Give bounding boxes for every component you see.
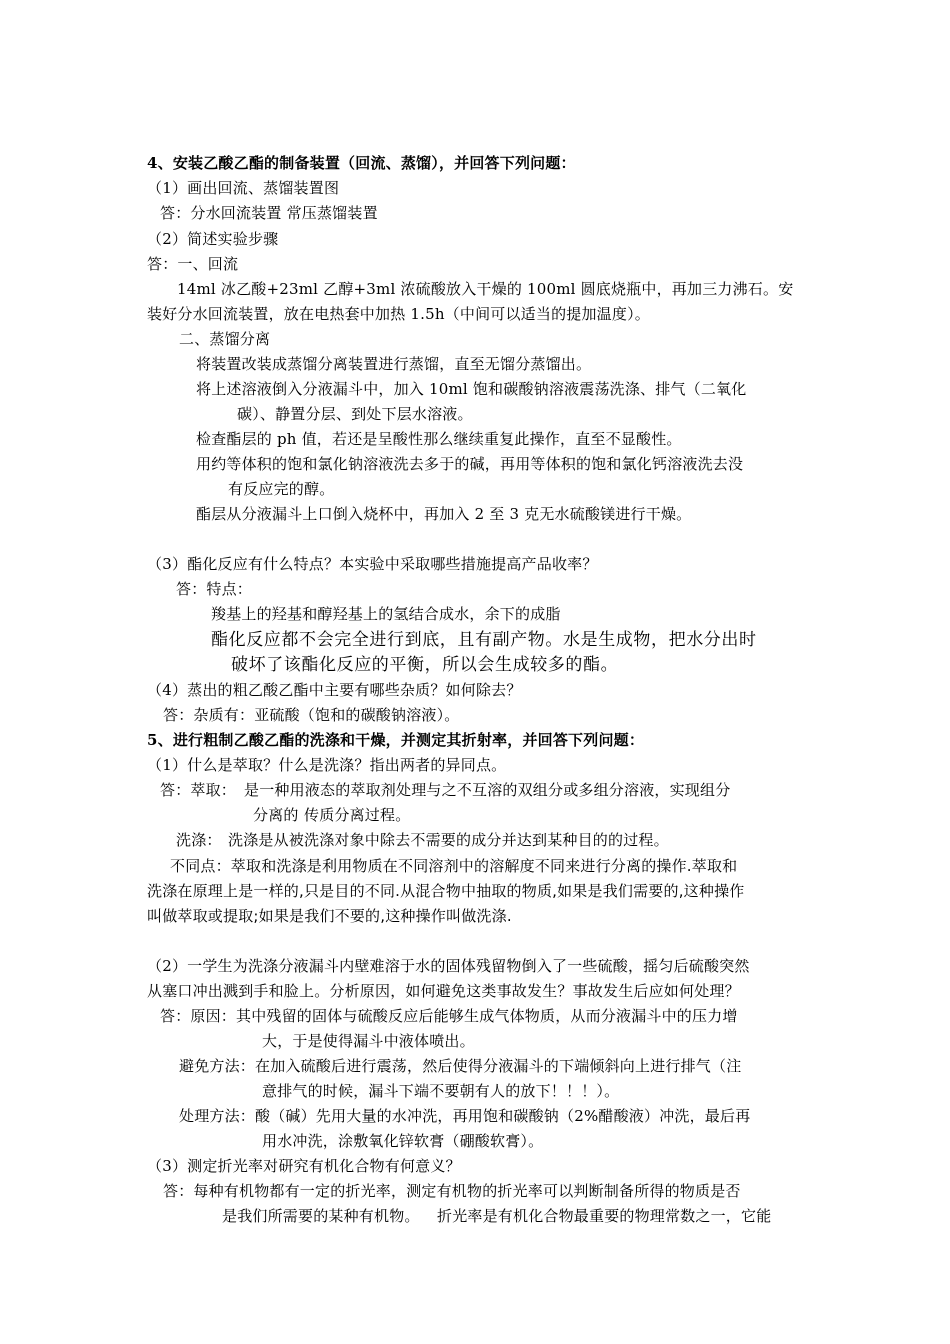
extraction-definition: 是一种用液态的萃取剂处理与之不互溶的双组分或多组分溶液，实现组分 — [244, 781, 731, 799]
distillation-step-cont: 碳）、静置分层、到处下层水溶液。 — [237, 405, 473, 423]
washing-label: 洗涤： — [176, 831, 222, 849]
extraction-definition: 分离的 — [253, 806, 299, 824]
answer-1: 答：分水回流装置 常压蒸馏装置 — [160, 204, 378, 222]
difference-line: 叫做萃取或提取;如果是我们不要的,这种操作叫做洗涤. — [147, 907, 512, 925]
heading-q5: 5、进行粗制乙酸乙酯的洗涤和干燥，并测定其折射率，并回答下列问题： — [147, 731, 645, 749]
washing-definition: 洗涤是从被洗涤对象中除去不需要的成分并达到某种目的的过程。 — [228, 831, 669, 849]
answer-5-2-avoid: 避免方法：在加入硫酸后进行震荡，然后使得分液漏斗的下端倾斜向上进行排气（注 — [179, 1057, 742, 1075]
answer-5-3-cont: 折光率是有机化合物最重要的物理常数之一，它能 — [437, 1207, 772, 1225]
distillation-step-cont: 有反应完的醇。 — [228, 480, 335, 498]
answer-2-reflux-heading: 答：一、回流 — [147, 255, 239, 273]
answer-5-2-cause: 答：原因：其中残留的固体与硫酸反应后能够生成气体物质，从而分液漏斗中的压力增 — [160, 1007, 738, 1025]
distillation-step: 用约等体积的饱和氯化钠溶液洗去多于的碱，再用等体积的饱和氯化钙溶液洗去没 — [196, 455, 744, 473]
answer-5-2-cause-cont: 大，于是使得漏斗中液体喷出。 — [262, 1032, 475, 1050]
question-5-2: 从塞口冲出溅到手和脸上。分析原因，如何避免这类事故发生？事故发生后应如何处理？ — [147, 982, 740, 1000]
extraction-definition: 传质分离过程。 — [304, 806, 411, 824]
reflux-step-line: 14ml 冰乙酸+23ml 乙醇+3ml 浓硫酸放入干燥的 100ml 圆底烧瓶中，再加三力沸石。安 — [177, 280, 794, 298]
answer-3-line: 破坏了该酯化反应的平衡，所以会生成较多的酯。 — [231, 655, 619, 675]
answer-5-2-handle-cont: 用水冲洗，涂敷氧化锌软膏（硼酸软膏）。 — [262, 1132, 544, 1150]
answer-4: 答：杂质有：亚硫酸（饱和的碳酸钠溶液）。 — [163, 706, 460, 724]
question-2: （2）简述实验步骤 — [147, 230, 279, 248]
distillation-step: 将装置改装成蒸馏分离装置进行蒸馏，直至无馏分蒸馏出。 — [196, 355, 592, 373]
extraction-label: 答：萃取： — [160, 781, 237, 799]
distillation-heading: 二、蒸馏分离 — [179, 330, 271, 348]
answer-3-label: 答：特点： — [176, 580, 253, 598]
question-5-1: （1）什么是萃取？什么是洗涤？指出两者的异同点。 — [147, 756, 507, 774]
heading-q4: 4、安装乙酸乙酯的制备装置（回流、蒸馏），并回答下列问题： — [147, 154, 576, 172]
reflux-step-line: 装好分水回流装置，放在电热套中加热 1.5h（中间可以适当的提加温度）。 — [147, 305, 650, 323]
question-5-3: （3）测定折光率对研究有机化合物有何意义？ — [147, 1157, 461, 1175]
answer-3-line: 羧基上的羟基和醇羟基上的氢结合成水，余下的成脂 — [211, 605, 561, 623]
question-3: （3）酯化反应有什么特点？本实验中采取哪些措施提高产品收率？ — [147, 555, 598, 573]
answer-5-3-cont: 是我们所需要的某种有机物。 — [222, 1207, 420, 1225]
distillation-step: 酯层从分液漏斗上口倒入烧杯中，再加入 2 至 3 克无水硫酸镁进行干燥。 — [196, 505, 692, 523]
answer-5-3: 答：每种有机物都有一定的折光率，测定有机物的折光率可以判断制备所得的物质是否 — [163, 1182, 741, 1200]
question-4: （4）蒸出的粗乙酸乙酯中主要有哪些杂质？如何除去？ — [147, 681, 522, 699]
question-1: （1）画出回流、蒸馏装置图 — [147, 179, 340, 197]
distillation-step: 将上述溶液倒入分液漏斗中，加入 10ml 饱和碳酸钠溶液震荡洗涤、排气（二氧化 — [196, 380, 747, 398]
answer-5-2-handle: 处理方法：酸（碱）先用大量的水冲洗，再用饱和碳酸钠（2%醋酸液）冲洗，最后再 — [179, 1107, 751, 1125]
distillation-step: 检查酯层的 ph 值，若还是呈酸性那么继续重复此操作，直至不显酸性。 — [196, 430, 682, 448]
answer-3-line: 酯化反应都不会完全进行到底，且有副产物。水是生成物，把水分出时 — [211, 630, 757, 650]
question-5-2: （2）一学生为洗涤分液漏斗内壁难溶于水的固体残留物倒入了一些硫酸，摇匀后硫酸突然 — [147, 957, 750, 975]
difference-line: 洗涤在原理上是一样的,只是目的不同.从混合物中抽取的物质,如果是我们需要的,这种操作 — [147, 882, 745, 900]
difference-line: 不同点：萃取和洗涤是利用物质在不同溶剂中的溶解度不同来进行分离的操作.萃取和 — [170, 857, 738, 875]
answer-5-2-avoid-cont: 意排气的时候，漏斗下端不要朝有人的放下！！！）。 — [262, 1082, 620, 1100]
